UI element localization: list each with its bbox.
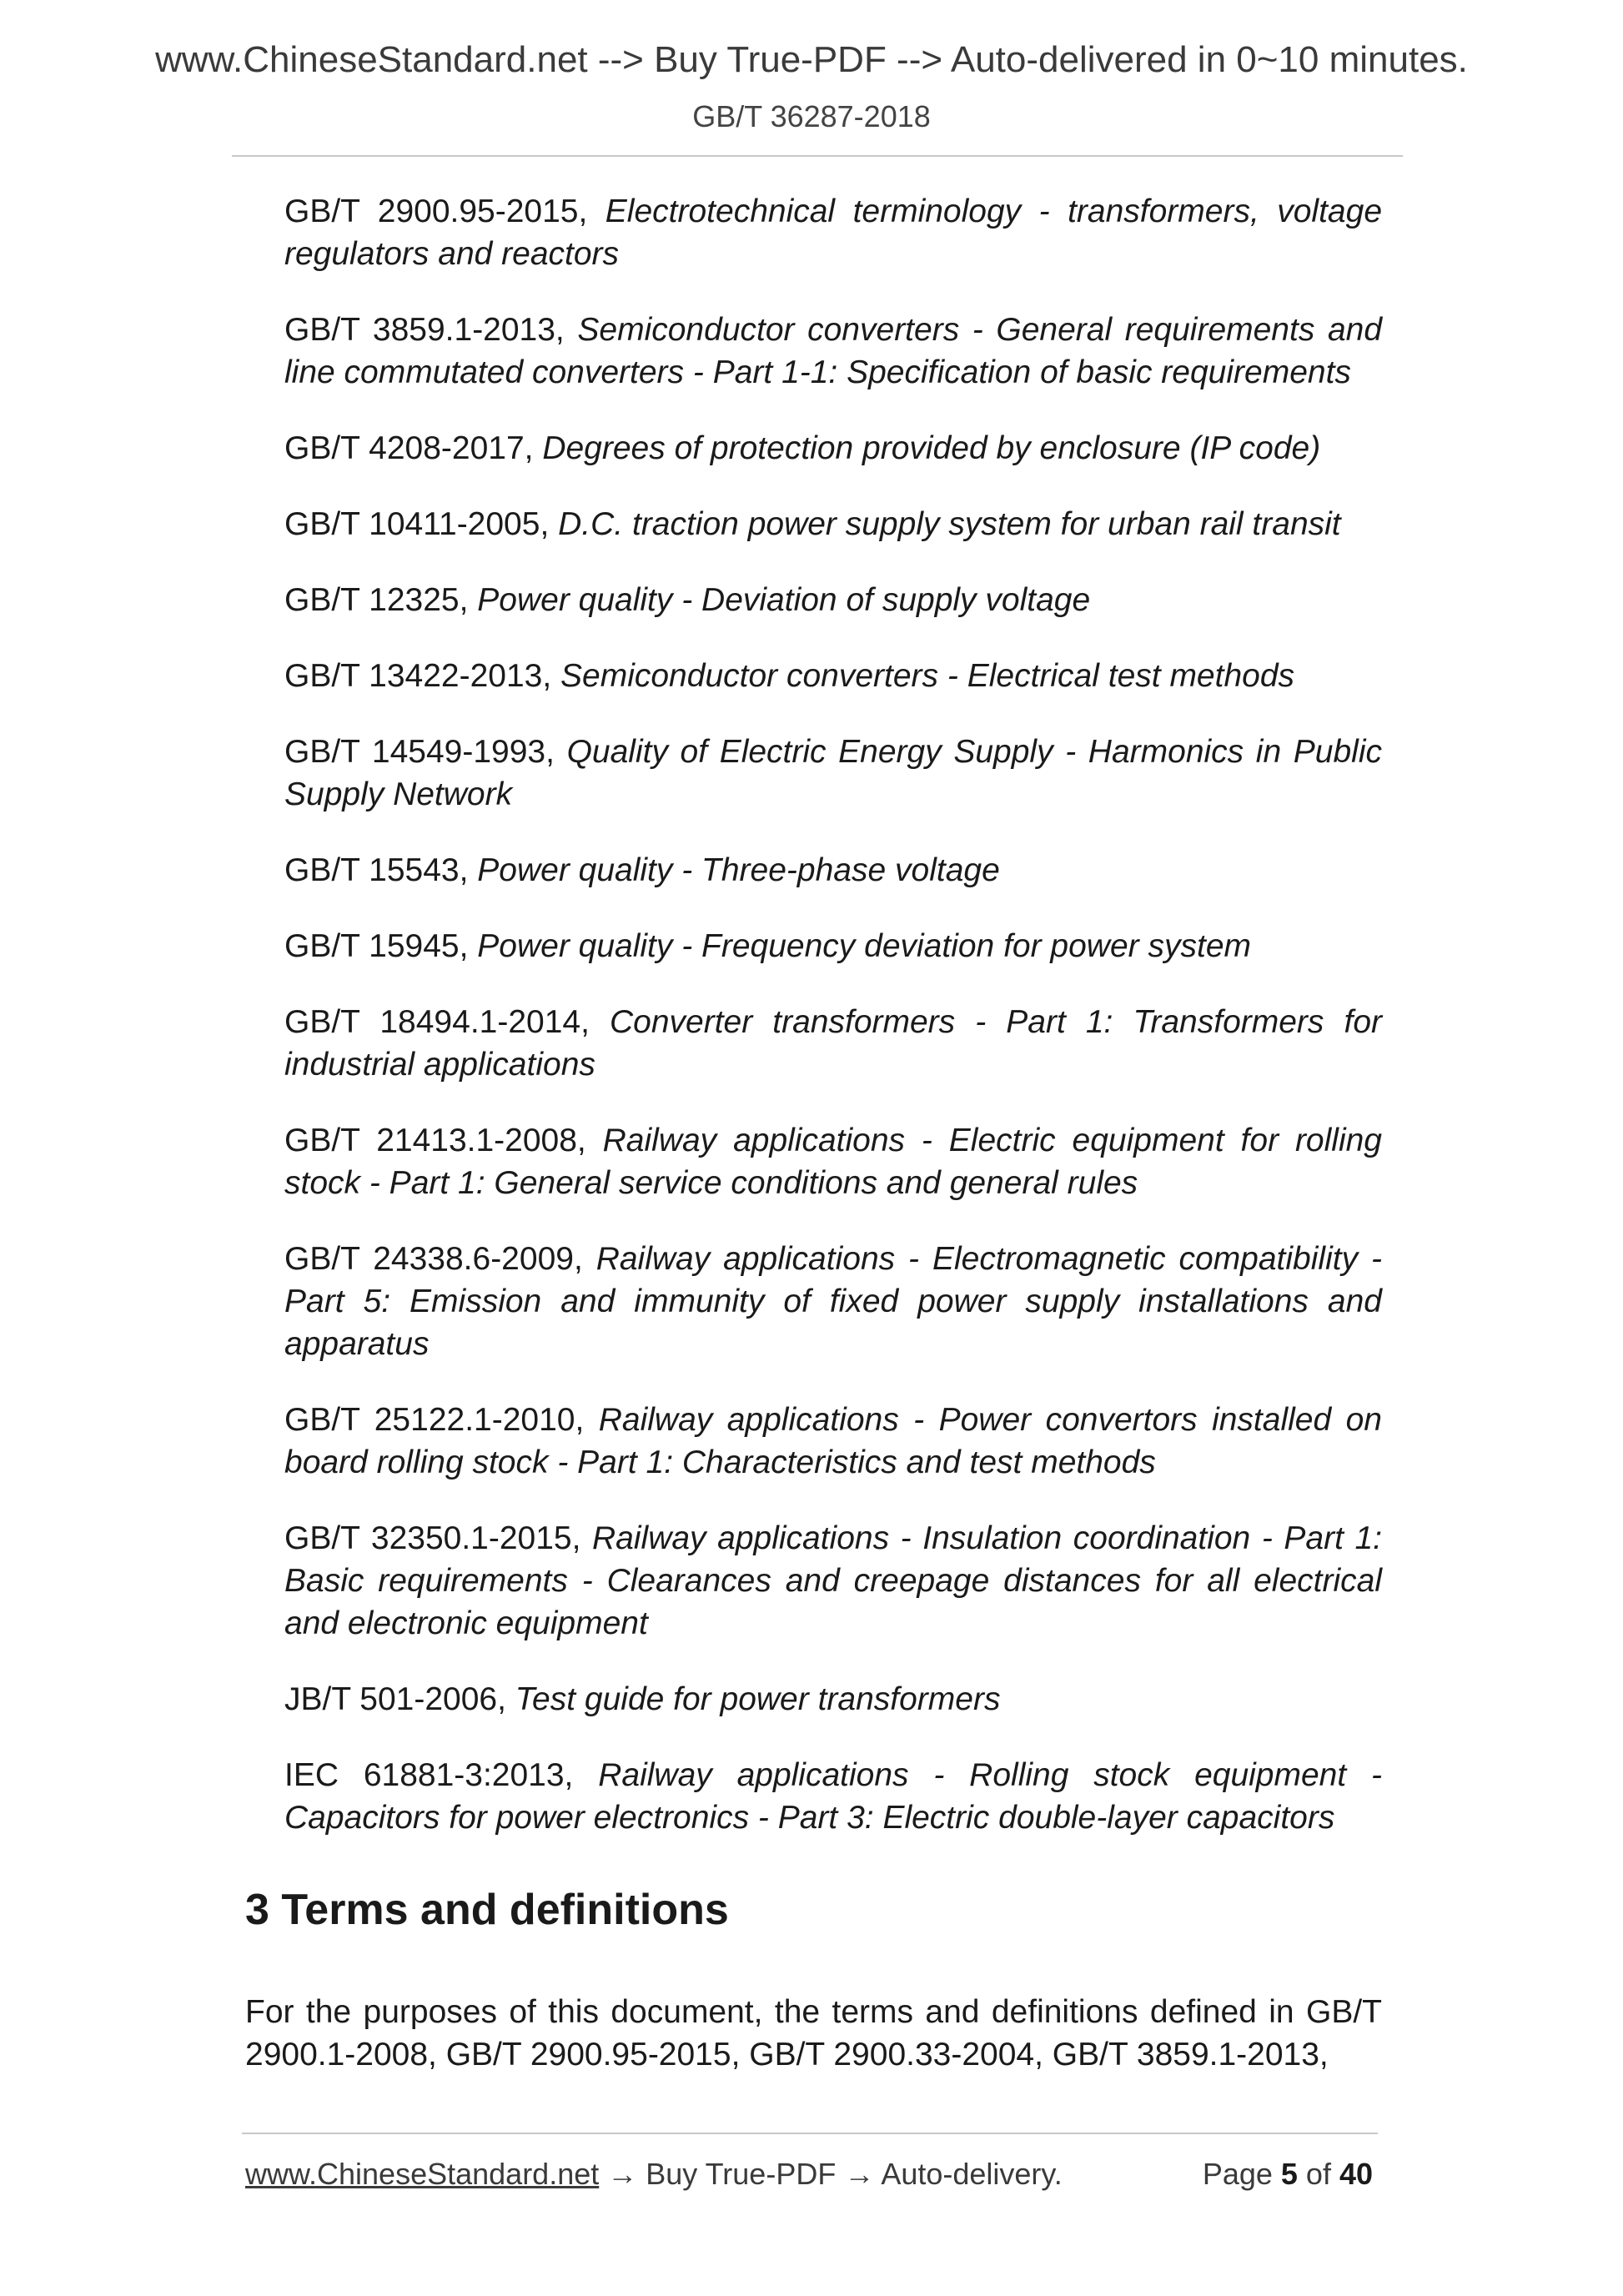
reference-title: Semiconductor converters - Electrical test methods [560,658,1295,694]
reference-item [284,1678,1382,1721]
reference-item [284,655,1382,697]
reference-item [284,925,1382,967]
footer-divider [242,2133,1378,2134]
reference-code: GB/T 15945, [284,928,478,964]
reference-title: Power quality - Frequency deviation for power system [477,928,1252,964]
reference-code: GB/T 12325, [284,582,478,618]
reference-code: GB/T 21413.1-2008, [284,1123,603,1158]
reference-title: Quality of Electric Energy Supply - Harmonics in Public Supply Network [284,734,1382,812]
reference-code: GB/T 4208-2017, [284,430,543,466]
reference-code: GB/T 14549-1993, [284,734,567,770]
section-paragraph: For the purposes of this document, the terms and definitions defined in GB/T 2900.1-2008, GB/T 2900.95-2015, GB/T 2900.33-2004, GB/T 3859.1-2013, [245,1994,1382,2072]
reference-title: Railway applications - Rolling stock equipment - Capacitors for power electronics - Part 3: Electric double-layer capacitors [284,1757,1382,1836]
reference-title: Railway applications - Insulation coordination - Part 1: Basic requirements - Clearances and creepage distances for all electrical and electronic equipment [284,1520,1383,1641]
reference-item [284,1001,1382,1086]
reference-code: GB/T 15543, [284,852,478,888]
footer-left [245,2155,1063,2193]
reference-item [284,503,1382,545]
footer-tagline: → Buy True-PDF → Auto-delivery. [599,2157,1063,2191]
reference-code: GB/T 18494.1-2014, [284,1004,610,1040]
header-divider [232,155,1403,157]
reference-item [284,427,1382,470]
reference-code: JB/T 501-2006, [284,1681,515,1717]
reference-code: GB/T 3859.1-2013, [284,312,578,348]
reference-item [284,731,1382,816]
normative-references-list [284,190,1382,1872]
reference-title: Test guide for power transformers [515,1681,1001,1717]
section-heading: 3 Terms and definitions [245,1886,729,1934]
reference-code: GB/T 10411-2005, [284,506,559,542]
reference-title: Railway applications - Power convertors installed on board rolling stock - Part 1: Characteristics and test methods [284,1402,1382,1480]
reference-code: GB/T 32350.1-2015, [284,1520,593,1556]
reference-item [284,849,1382,892]
reference-title: Railway applications - Electric equipment for rolling stock - Part 1: General service conditions and general rules [284,1123,1382,1201]
reference-item [284,309,1382,394]
reference-title: Degrees of protection provided by enclosure (IP code) [542,430,1321,466]
page-footer [245,2155,1373,2193]
page-indicator [1203,2155,1373,2193]
reference-title: Power quality - Deviation of supply voltage [477,582,1091,618]
reference-item [284,1119,1382,1204]
total-pages: 40 [1339,2157,1373,2191]
reference-title: Power quality - Three-phase voltage [477,852,1000,888]
reference-item [284,579,1382,621]
reference-title: D.C. traction power supply system for urban rail transit [558,506,1341,542]
page-number: 5 [1280,2157,1298,2191]
reference-item [284,1754,1382,1839]
reference-code: GB/T 25122.1-2010, [284,1402,599,1438]
site-link[interactable]: www.ChineseStandard.net [245,2157,600,2191]
page-word: Page [1202,2157,1281,2191]
reference-code: IEC 61881-3:2013, [284,1757,599,1793]
reference-code: GB/T 13422-2013, [284,658,561,694]
reference-title: Converter transformers - Part 1: Transformers for industrial applications [284,1004,1382,1083]
top-banner: www.ChineseStandard.net --> Buy True-PDF --> Auto-delivered in 0~10 minutes. [155,39,1468,80]
reference-item [284,1517,1382,1645]
of-word: of [1297,2157,1339,2191]
reference-title: Semiconductor converters - General requirements and line commutated converters - Part 1-1: Specification of basic requirements [284,312,1383,390]
reference-code: GB/T 2900.95-2015, [284,193,605,229]
reference-item [284,1238,1382,1365]
reference-code: GB/T 24338.6-2009, [284,1241,596,1277]
reference-title: Electrotechnical terminology - transformers, voltage regulators and reactors [284,193,1383,272]
reference-title: Railway applications - Electromagnetic compatibility - Part 5: Emission and immunity of fixed power supply installations and apparatus [284,1241,1382,1362]
document-id: GB/T 36287-2018 [692,99,931,133]
reference-item [284,190,1382,275]
reference-item [284,1399,1382,1484]
